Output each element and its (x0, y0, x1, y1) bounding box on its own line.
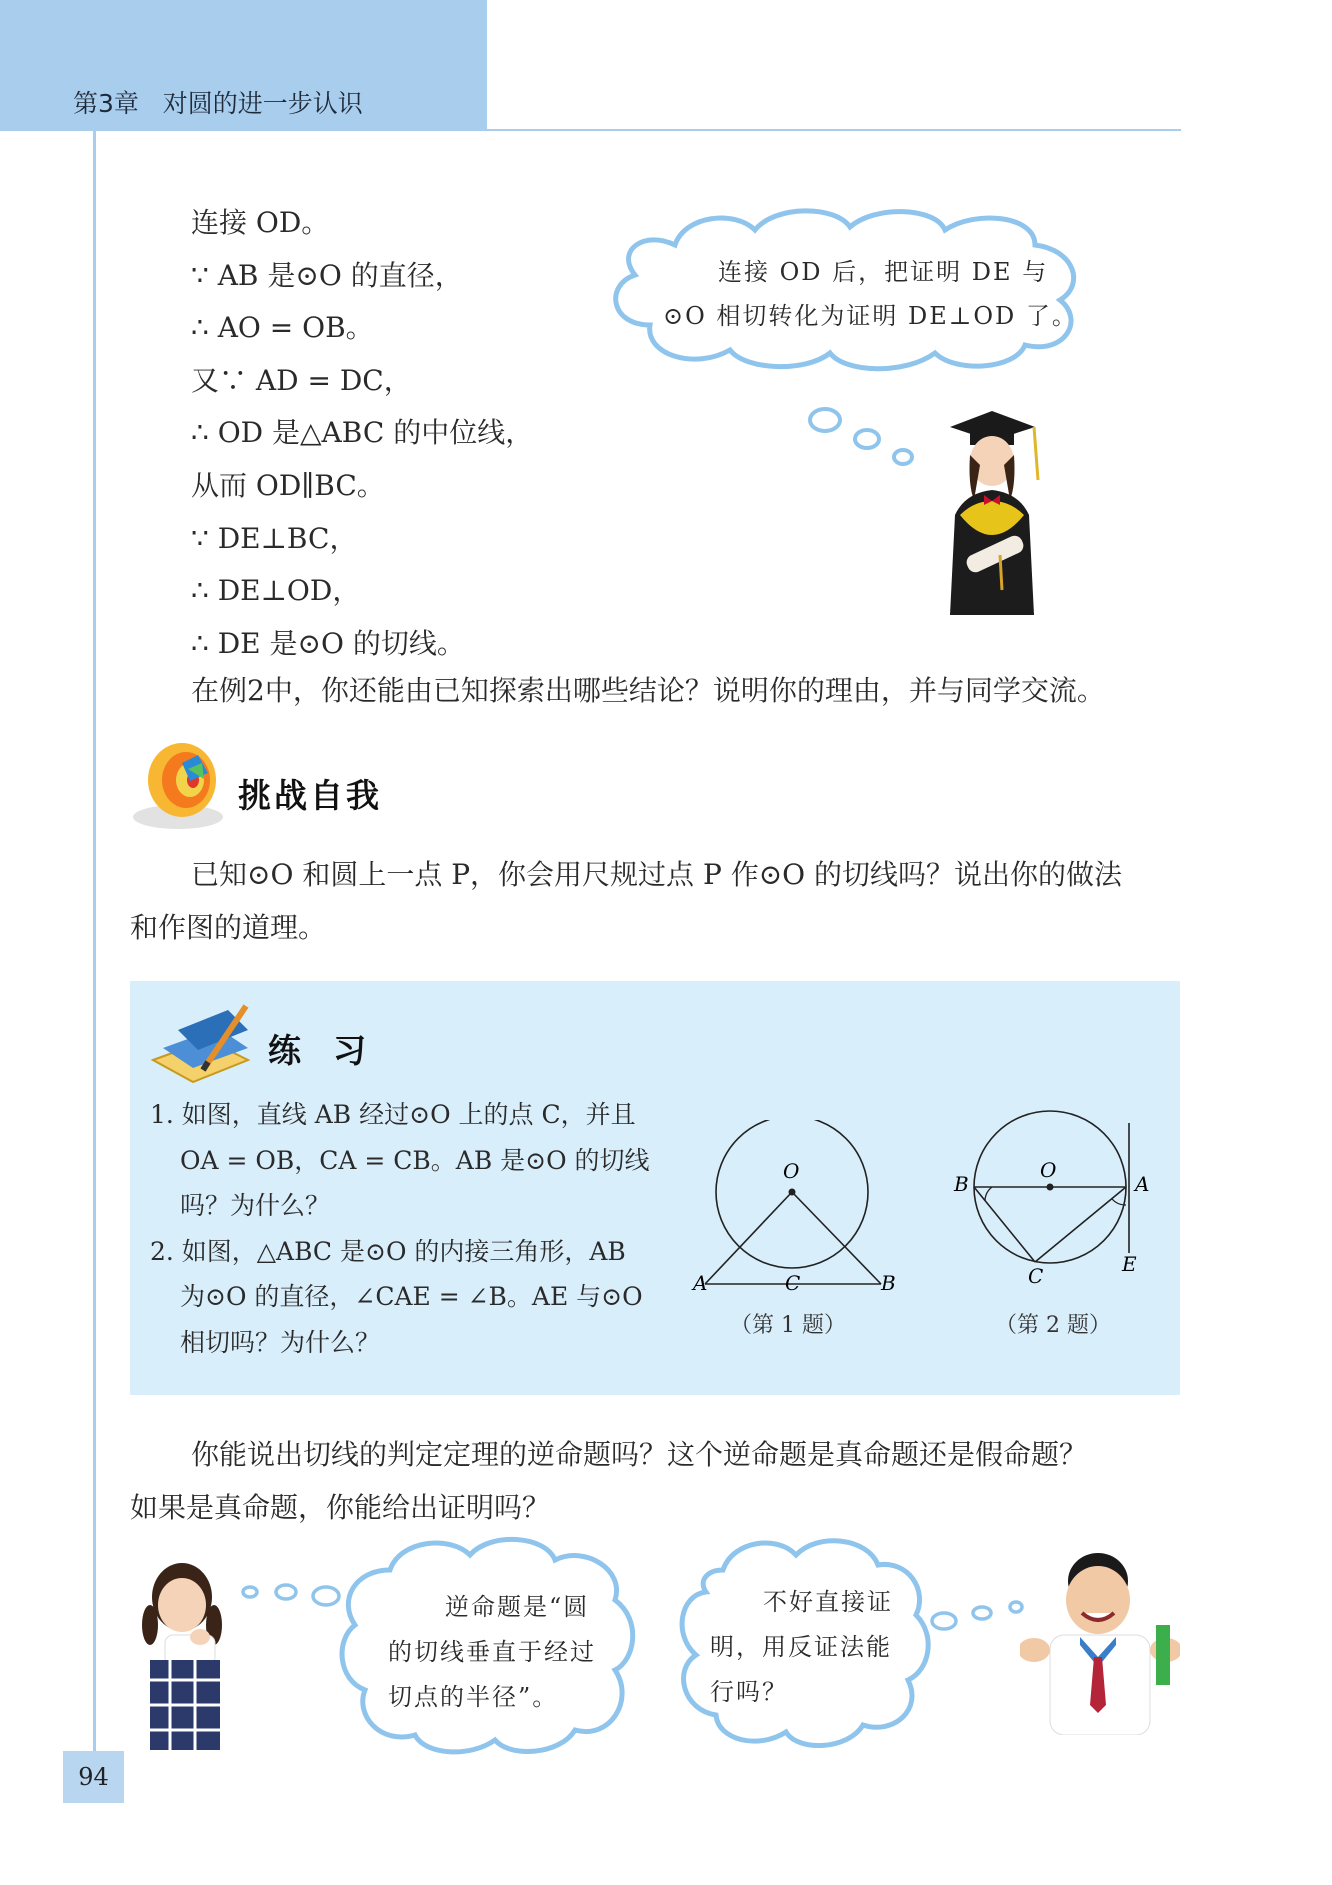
proof-line: ∵ DE⊥BC， (191, 521, 358, 555)
girl-bubble-line-3: 切点的半径”。 (388, 1683, 559, 1711)
example-question: 在例2中，你还能由已知探索出哪些结论？说明你的理由，并与同学交流。 (191, 674, 1105, 707)
target-icon (130, 735, 230, 835)
fig2-label-e: E (1122, 1252, 1137, 1276)
chapter-number: 第3章 (73, 89, 139, 118)
chapter-title: 对圆的进一步认识 (162, 89, 363, 118)
thought-dots-top (805, 405, 925, 470)
figure-2-caption: （第 2 题） (995, 1313, 1111, 1338)
left-margin-rule (93, 131, 96, 1761)
graduate-girl-illustration (930, 405, 1055, 615)
boy-bubble-line-3: 行吗？ (710, 1678, 788, 1706)
fig2-label-o: O (1040, 1158, 1057, 1182)
figure-2-diagram (940, 1105, 1170, 1285)
proof-line: 又∵ AD = DC， (191, 363, 412, 397)
exercise-q2-line: 2. 如图，△ABC 是⊙O 的内接三角形，AB (150, 1236, 626, 1266)
fig1-label-a: A (693, 1271, 708, 1295)
fig2-label-a: A (1135, 1172, 1150, 1196)
figure-1-caption: （第 1 题） (730, 1313, 846, 1338)
proof-line: 从而 OD∥BC。 (191, 468, 385, 502)
fig1-label-c: C (785, 1271, 801, 1295)
fig1-label-o: O (783, 1159, 800, 1183)
challenge-text-line-1: 已知⊙O 和圆上一点 P，你会用尺规过点 P 作⊙O 的切线吗？说出你的做法 (191, 858, 1123, 891)
books-pencil-icon (148, 1000, 253, 1085)
boy-smiling-illustration (1020, 1545, 1180, 1735)
exercise-q1-line: 吗？为什么？ (180, 1191, 331, 1220)
proof-line: ∴ AO = OB。 (191, 311, 374, 345)
converse-question-line-1: 你能说出切线的判定定理的逆命题吗？这个逆命题是真命题还是假命题？ (191, 1438, 1088, 1471)
proof-line: ∴ DE 是⊙O 的切线。 (191, 626, 465, 660)
boy-bubble-line-2: 明，用反证法能 (710, 1633, 892, 1661)
proof-line: 连接 OD。 (191, 206, 330, 239)
converse-question-line-2: 如果是真命题，你能给出证明吗？ (130, 1491, 551, 1524)
page-number: 94 (63, 1751, 124, 1803)
proof-line: ∴ OD 是△ABC 的中位线， (191, 416, 534, 450)
fig2-label-b: B (954, 1172, 969, 1196)
thought-dots-boy (930, 1595, 1030, 1635)
exercise-title: 练 习 (268, 1031, 369, 1070)
exercise-q2-line: 为⊙O 的直径，∠CAE = ∠B。AE 与⊙O (180, 1282, 643, 1311)
thought-line-1: 连接 OD 后，把证明 DE 与 (718, 258, 1049, 286)
header-rule (487, 129, 1181, 131)
thought-line-2: ⊙O 相切转化为证明 DE⊥OD 了。 (663, 302, 1078, 330)
fig2-label-c: C (1028, 1264, 1044, 1285)
figure-1-diagram (685, 1120, 915, 1300)
proof-line: ∵ AB 是⊙O 的直径， (191, 258, 463, 292)
exercise-q1 (150, 1092, 650, 1365)
chapter-heading (73, 84, 363, 120)
boy-bubble-line-1: 不好直接证 (763, 1588, 893, 1616)
challenge-text-line-2: 和作图的道理。 (130, 911, 327, 944)
girl-bubble-line-1: 逆命题是“圆 (445, 1593, 590, 1621)
exercise-q1-line: OA = OB，CA = CB。AB 是⊙O 的切线 (180, 1145, 650, 1175)
fig1-label-b: B (881, 1271, 896, 1295)
proof-block (191, 197, 533, 670)
girl-bubble-line-2: 的切线垂直于经过 (388, 1638, 596, 1666)
proof-line: ∴ DE⊥OD， (191, 574, 361, 608)
exercise-q2-line: 相切吗？为什么？ (180, 1327, 381, 1357)
exercise-q1-line: 1. 如图，直线 AB 经过⊙O 上的点 C，并且 (150, 1100, 636, 1129)
girl-thinking-illustration (130, 1555, 240, 1750)
challenge-title: 挑战自我 (238, 776, 382, 815)
